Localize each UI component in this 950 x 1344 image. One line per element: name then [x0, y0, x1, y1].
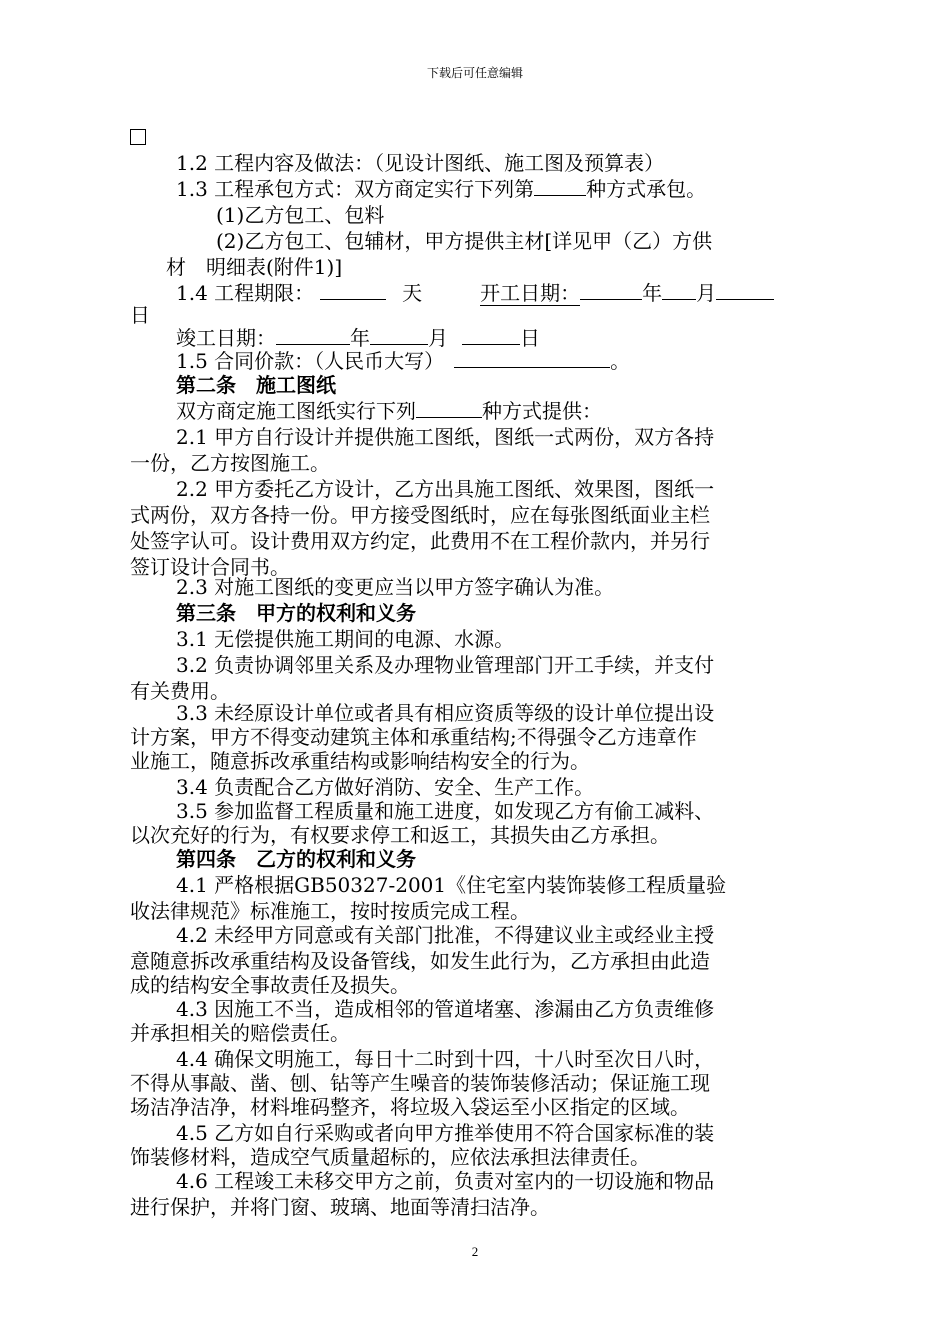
blank-field — [462, 326, 520, 345]
blank-field — [716, 281, 774, 300]
option-2: (2)乙方包工、包辅材，甲方提供主材[详见甲（乙）方供 — [216, 229, 713, 253]
page-number: 2 — [471, 1244, 479, 1259]
clause-4-2: 4.2 未经甲方同意或有关部门批准，不得建议业主或经业主授 — [176, 923, 715, 947]
blank-field — [416, 399, 482, 418]
clause-4-4-cont: 场洁净洁净，材料堆码整齐，将垃圾入袋运至小区指定的区域。 — [130, 1095, 690, 1119]
article-4-heading: 第四条 乙方的权利和义务 — [176, 847, 416, 871]
clause-4-5: 4.5 乙方如自行采购或者向甲方推举使用不符合国家标准的装 — [176, 1121, 715, 1145]
blank-field — [454, 349, 610, 368]
clause-2-2-cont: 处签字认可。设计费用双方约定，此费用不在工程价款内，并另行 — [130, 529, 710, 553]
page-header: 下载后可任意编辑 — [426, 66, 523, 80]
start-date-label: 开工日期 — [480, 281, 561, 305]
clause-3-5-cont: 以次充好的行为，有权要求停工和返工，其损失由乙方承担。 — [130, 823, 670, 847]
clause-1-4-label: 1.4 工程期限： — [176, 281, 315, 305]
month-unit: 月 — [696, 281, 717, 305]
clause-4-6: 4.6 工程竣工未移交甲方之前，负责对室内的一切设施和物品 — [176, 1169, 715, 1193]
blank-field — [370, 326, 428, 345]
clause-4-4-cont: 不得从事敲、凿、刨、钻等产生噪音的装饰装修活动；保证施工现 — [130, 1071, 710, 1095]
clause-4-2-cont: 意随意拆改承重结构及设备管线，如发生此行为，乙方承担由此造 — [130, 949, 710, 973]
clause-4-5-cont: 饰装修材料，造成空气质量超标的，应依法承担法律责任。 — [130, 1145, 650, 1169]
clause-1-4 — [176, 280, 774, 306]
clause-3-3: 3.3 未经原设计单位或者具有相应资质等级的设计单位提出设 — [176, 701, 715, 725]
year-unit: 年 — [642, 281, 663, 305]
clause-4-2-cont: 成的结构安全事故责任及损失。 — [130, 973, 410, 997]
blank-field — [276, 326, 350, 345]
clause-2-3: 2.3 对施工图纸的变更应当以甲方签字确认为准。 — [176, 575, 615, 599]
clause-1-3-text: 1.3 工程承包方式：双方商定实行下列第 — [176, 177, 535, 201]
blank-field — [534, 177, 586, 196]
blank-field — [320, 281, 386, 300]
clause-3-5: 3.5 参加监督工程质量和施工进度，如发现乙方有偷工减料、 — [176, 799, 715, 823]
blank-field — [662, 281, 696, 300]
clause-3-3-cont: 计方案，甲方不得变动建筑主体和承重结构;不得强令乙方违章作 — [130, 725, 697, 749]
price-label: 1.5 合同价款：（人民币大写） — [176, 349, 445, 373]
clause-3-2: 3.2 负责协调邻里关系及办理物业管理部门开工手续，并支付 — [176, 653, 715, 677]
blank-field — [580, 281, 642, 300]
clause-3-3-cont: 业施工，随意拆改承重结构或影响结构安全的行为。 — [130, 749, 590, 773]
checkbox-icon — [130, 129, 146, 145]
clause-1-5 — [176, 348, 630, 374]
clause-3-2-cont: 有关费用。 — [130, 679, 230, 703]
start-date-colon: ： — [560, 281, 581, 305]
clause-2-2-cont: 式两份，双方各持一份。甲方接受图纸时，应在每张图纸面业主栏 — [130, 503, 710, 527]
clause-3-1: 3.1 无偿提供施工期间的电源、水源。 — [176, 627, 515, 651]
clause-4-3: 4.3 因施工不当，造成相邻的管道堵塞、渗漏由乙方负责维修 — [176, 997, 715, 1021]
year-unit: 年 — [350, 326, 370, 350]
day-unit: 日 — [520, 326, 540, 350]
clause-2-2-cont: 签订设计合同书。 — [130, 555, 290, 579]
clause-2-2: 2.2 甲方委托乙方设计，乙方出具施工图纸、效果图，图纸一 — [176, 477, 715, 501]
days-unit: 天 — [402, 281, 423, 305]
clause-4-6-cont: 进行保护，并将门窗、玻璃、地面等清扫洁净。 — [130, 1195, 550, 1219]
completion-label: 竣工日期： — [176, 326, 276, 350]
article-2-intro — [176, 398, 602, 424]
option-2-cont: 材 明细表(附件1)] — [166, 255, 343, 279]
day-unit: 日 — [130, 303, 150, 327]
article-2-intro-text: 双方商定施工图纸实行下列 — [176, 399, 416, 423]
month-unit: 月 — [428, 326, 448, 350]
article-3-heading: 第三条 甲方的权利和义务 — [176, 601, 416, 625]
clause-2-1-cont: 一份，乙方按图施工。 — [130, 451, 330, 475]
article-2-heading: 第二条 施工图纸 — [176, 373, 336, 397]
clause-1-3 — [176, 176, 706, 202]
clause-4-4: 4.4 确保文明施工，每日十二时到十四，十八时至次日八时， — [176, 1047, 715, 1071]
clause-3-4: 3.4 负责配合乙方做好消防、安全、生产工作。 — [176, 775, 595, 799]
clause-4-3-cont: 并承担相关的赔偿责任。 — [130, 1021, 350, 1045]
period: 。 — [610, 349, 631, 373]
clause-1-3-tail: 种方式承包。 — [586, 177, 707, 201]
article-2-intro-tail: 种方式提供： — [482, 399, 602, 423]
clause-1-2: 1.2 工程内容及做法：（见设计图纸、施工图及预算表） — [176, 151, 665, 175]
option-1: (1)乙方包工、包料 — [216, 203, 385, 227]
clause-4-1-cont: 收法律规范》标准施工，按时按质完成工程。 — [130, 899, 530, 923]
clause-4-1: 4.1 严格根据GB50327-2001《住宅室内装饰装修工程质量验 — [176, 873, 727, 897]
clause-2-1: 2.1 甲方自行设计并提供施工图纸，图纸一式两份，双方各持 — [176, 425, 715, 449]
